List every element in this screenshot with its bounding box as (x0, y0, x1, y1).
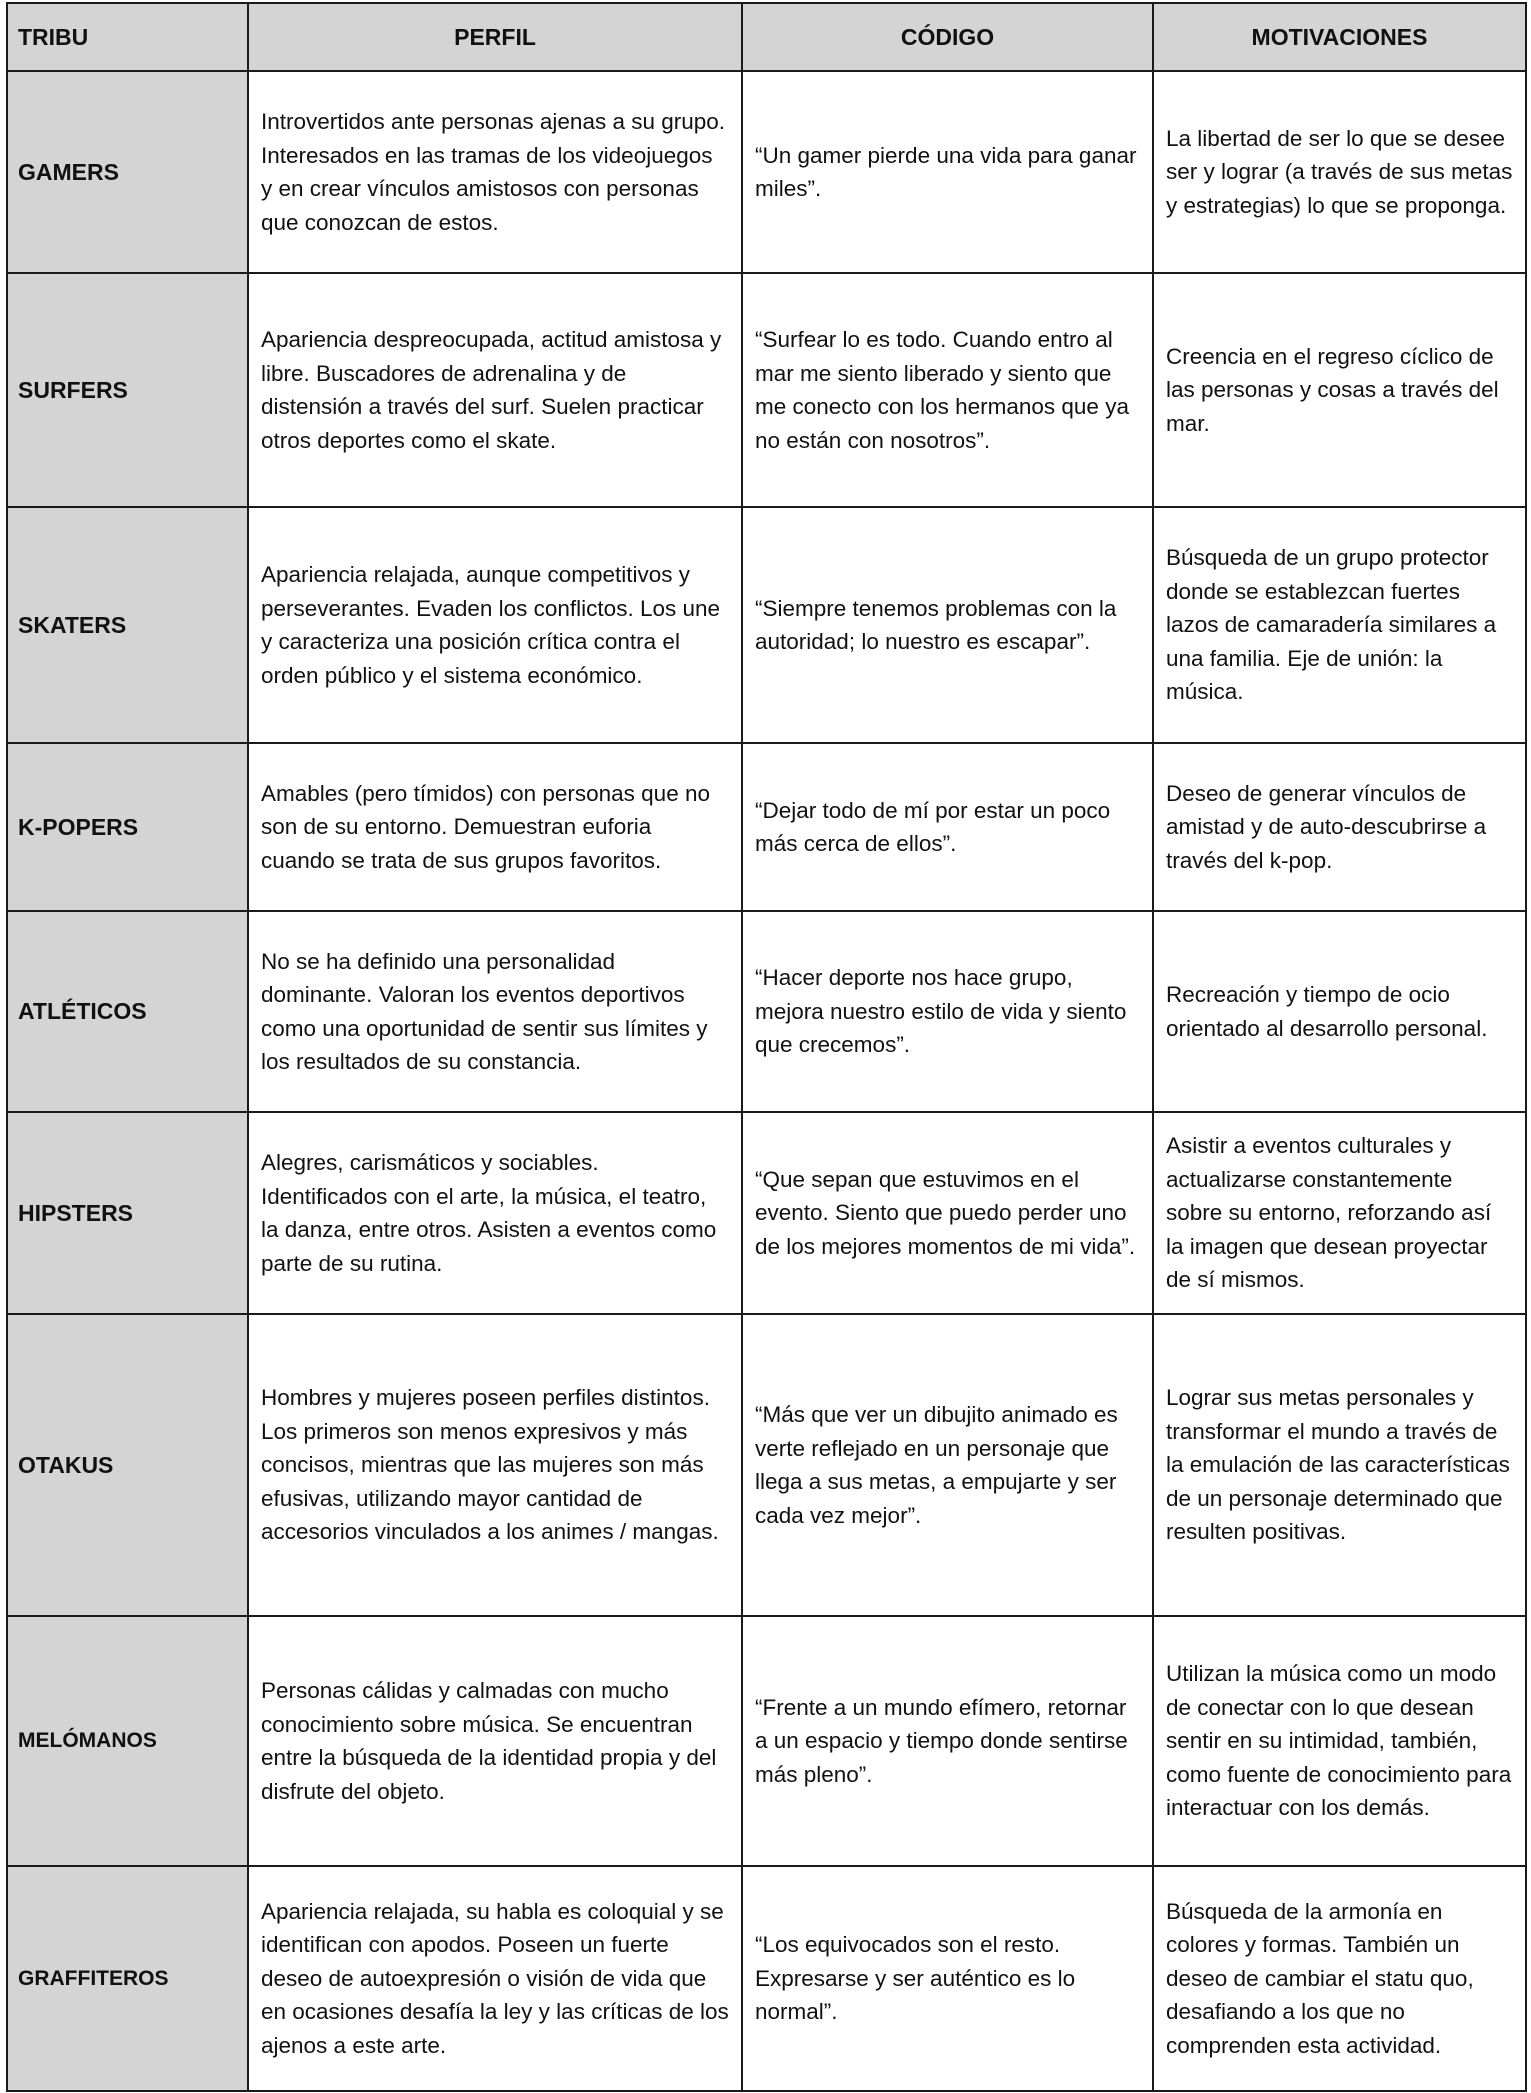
codigo-cell: “Hacer deporte nos hace grupo, mejora nuestro estilo de vida y siento que crecemos”. (742, 911, 1153, 1112)
perfil-cell: Personas cálidas y calmadas con mucho conocimiento sobre música. Se encuentran entre la búsqueda de la identidad propia y del disfrute del objeto. (248, 1616, 742, 1866)
perfil-cell: Apariencia relajada, su habla es coloquial y se identifican con apodos. Poseen un fuerte deseo de autoexpresión o visión de vida que en ocasiones desafía la ley y las críticas de los ajenos a este arte. (248, 1866, 742, 2091)
codigo-cell: “Frente a un mundo efímero, retornar a un espacio y tiempo donde sentirse más pleno”. (742, 1616, 1153, 1866)
tribe-name-cell: OTAKUS (7, 1314, 248, 1616)
table-body (7, 71, 1526, 2091)
motivaciones-cell: Búsqueda de un grupo protector donde se establezcan fuertes lazos de camaradería similares a una familia. Eje de unión: la música. (1153, 507, 1526, 743)
motivaciones-cell: Creencia en el regreso cíclico de las personas y cosas a través del mar. (1153, 273, 1526, 507)
tribe-name-cell: MELÓMANOS (7, 1616, 248, 1866)
perfil-cell: Introvertidos ante personas ajenas a su grupo. Interesados en las tramas de los videojuegos y en crear vínculos amistosos con personas que conozcan de estos. (248, 71, 742, 273)
codigo-cell: “Que sepan que estuvimos en el evento. Siento que puedo perder uno de los mejores momentos de mi vida”. (742, 1112, 1153, 1314)
codigo-cell: “Surfear lo es todo. Cuando entro al mar me siento liberado y siento que me conecto con los hermanos que ya no están con nosotros”. (742, 273, 1153, 507)
perfil-cell: Apariencia despreocupada, actitud amistosa y libre. Buscadores de adrenalina y de distensión a través del surf. Suelen practicar otros deportes como el skate. (248, 273, 742, 507)
codigo-cell: “Siempre tenemos problemas con la autoridad; lo nuestro es escapar”. (742, 507, 1153, 743)
motivaciones-cell: Lograr sus metas personales y transformar el mundo a través de la emulación de las características de un personaje determinado que resulten positivas. (1153, 1314, 1526, 1616)
table-row (7, 1314, 1526, 1616)
tribe-name-cell: ATLÉTICOS (7, 911, 248, 1112)
column-header-motivaciones: MOTIVACIONES (1153, 3, 1526, 71)
column-header-tribu: TRIBU (7, 3, 248, 71)
table-row (7, 507, 1526, 743)
perfil-cell: Hombres y mujeres poseen perfiles distintos. Los primeros son menos expresivos y más concisos, mientras que las mujeres son más efusivas, utilizando mayor cantidad de accesorios vinculados a los animes / mangas. (248, 1314, 742, 1616)
tribe-name-cell: SURFERS (7, 273, 248, 507)
table-row (7, 1866, 1526, 2091)
codigo-cell: “Un gamer pierde una vida para ganar miles”. (742, 71, 1153, 273)
table-row (7, 1616, 1526, 1866)
column-header-codigo: CÓDIGO (742, 3, 1153, 71)
tribe-name-cell: HIPSTERS (7, 1112, 248, 1314)
table-row (7, 911, 1526, 1112)
codigo-cell: “Dejar todo de mí por estar un poco más cerca de ellos”. (742, 743, 1153, 911)
tribe-name-cell: K-POPERS (7, 743, 248, 911)
motivaciones-cell: Asistir a eventos culturales y actualizarse constantemente sobre su entorno, reforzando así la imagen que desean proyectar de sí mismos. (1153, 1112, 1526, 1314)
motivaciones-cell: Recreación y tiempo de ocio orientado al desarrollo personal. (1153, 911, 1526, 1112)
motivaciones-cell: Búsqueda de la armonía en colores y formas. También un deseo de cambiar el statu quo, desafiando a los que no comprenden esta actividad. (1153, 1866, 1526, 2091)
tribe-name-cell: SKATERS (7, 507, 248, 743)
table-row (7, 273, 1526, 507)
codigo-cell: “Los equivocados son el resto. Expresarse y ser auténtico es lo normal”. (742, 1866, 1153, 2091)
motivaciones-cell: Deseo de generar vínculos de amistad y de auto-descubrirse a través del k-pop. (1153, 743, 1526, 911)
codigo-cell: “Más que ver un dibujito animado es verte reflejado en un personaje que llega a sus metas, a empujarte y ser cada vez mejor”. (742, 1314, 1153, 1616)
table-row (7, 71, 1526, 273)
header-row (7, 3, 1526, 71)
motivaciones-cell: Utilizan la música como un modo de conectar con lo que desean sentir en su intimidad, también, como fuente de conocimiento para interactuar con los demás. (1153, 1616, 1526, 1866)
table-row (7, 1112, 1526, 1314)
table-header (7, 3, 1526, 71)
tribes-table (6, 2, 1527, 2092)
tribe-name-cell: GAMERS (7, 71, 248, 273)
table-row (7, 743, 1526, 911)
motivaciones-cell: La libertad de ser lo que se desee ser y lograr (a través de sus metas y estrategias) lo que se proponga. (1153, 71, 1526, 273)
perfil-cell: Amables (pero tímidos) con personas que no son de su entorno. Demuestran euforia cuando se trata de sus grupos favoritos. (248, 743, 742, 911)
perfil-cell: Alegres, carismáticos y sociables. Identificados con el arte, la música, el teatro, la danza, entre otros. Asisten a eventos como parte de su rutina. (248, 1112, 742, 1314)
perfil-cell: No se ha definido una personalidad dominante. Valoran los eventos deportivos como una oportunidad de sentir sus límites y los resultados de su constancia. (248, 911, 742, 1112)
perfil-cell: Apariencia relajada, aunque competitivos y perseverantes. Evaden los conflictos. Los une y caracteriza una posición crítica contra el orden público y el sistema económico. (248, 507, 742, 743)
column-header-perfil: PERFIL (248, 3, 742, 71)
tribe-name-cell: GRAFFITEROS (7, 1866, 248, 2091)
